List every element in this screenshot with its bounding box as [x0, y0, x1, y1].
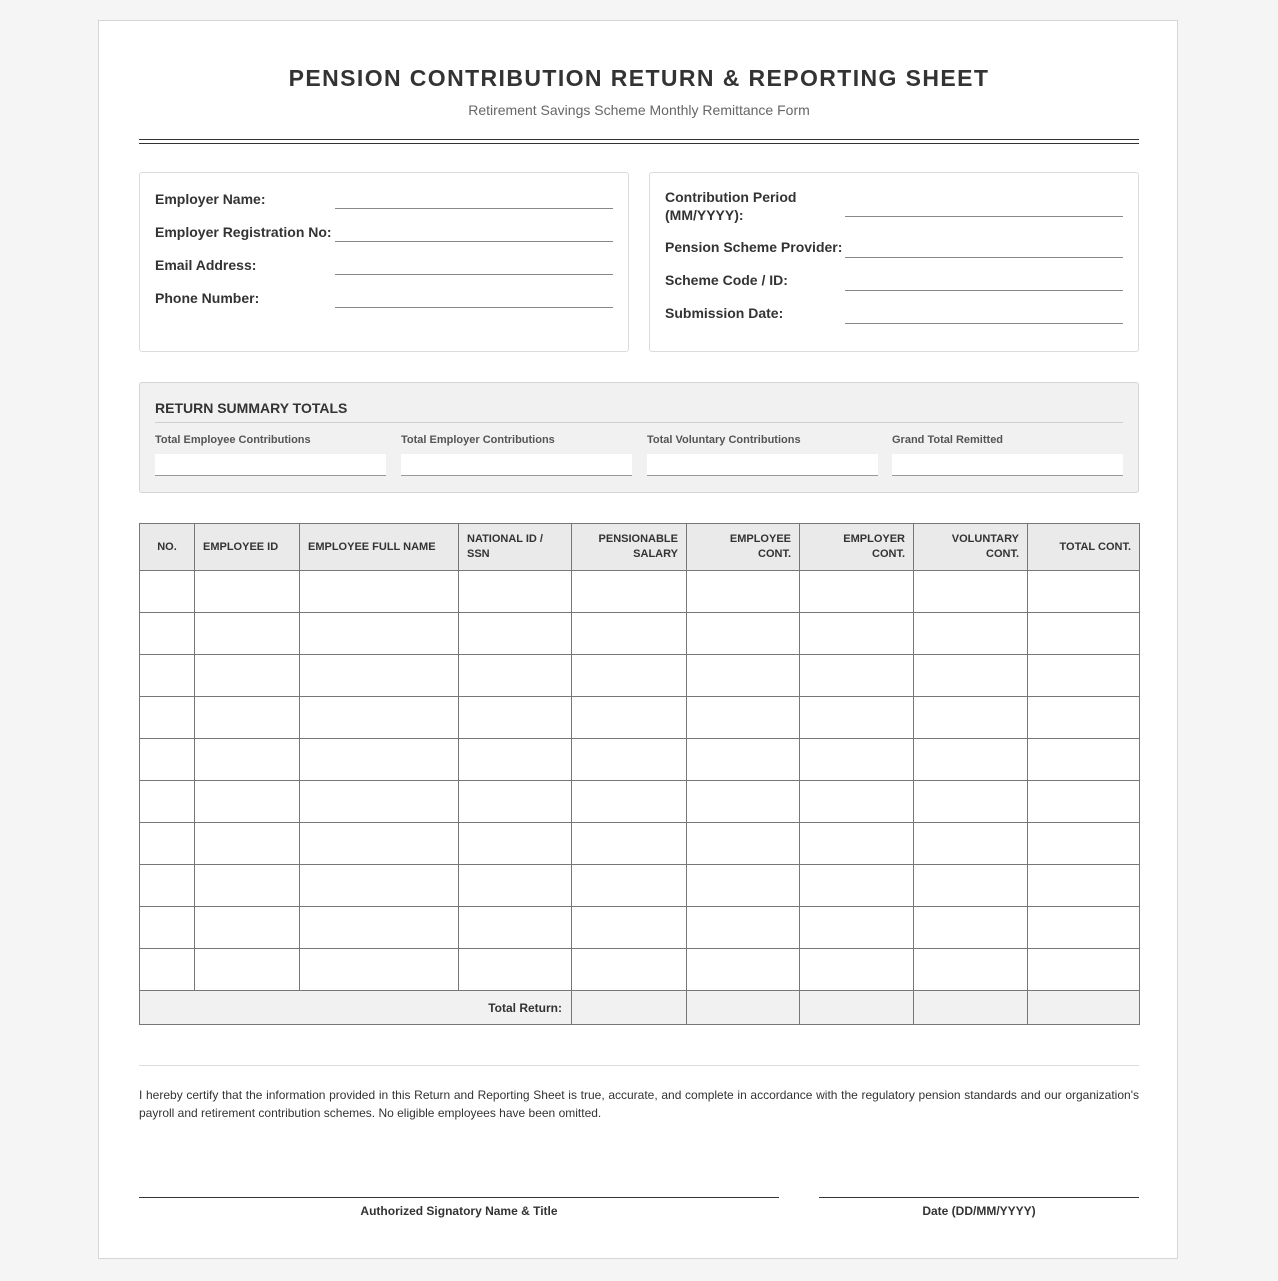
cell-employee-cont[interactable]: [687, 697, 800, 739]
col-header-employer-cont: EMPLOYER CONT.: [800, 524, 914, 571]
signature-date-label: Date (DD/MM/YYYY): [922, 1204, 1036, 1218]
col-header-voluntary-cont: VOLUNTARY CONT.: [914, 524, 1028, 571]
cell-no[interactable]: [140, 823, 195, 865]
summary-label-employer: Total Employer Contributions: [401, 434, 555, 446]
cell-pensionable-salary[interactable]: [572, 571, 687, 613]
phone-label: Phone Number:: [155, 290, 260, 306]
employer-info-box: [139, 172, 629, 352]
cell-employee-id[interactable]: [195, 571, 300, 613]
cell-pensionable-salary[interactable]: [572, 739, 687, 781]
total-cell-employer-cont[interactable]: [800, 991, 914, 1025]
employer-registration-label: Employer Registration No:: [155, 224, 332, 240]
cell-total-cont[interactable]: [1028, 655, 1140, 697]
cell-full-name[interactable]: [300, 865, 459, 907]
cell-pensionable-salary[interactable]: [572, 907, 687, 949]
cell-pensionable-salary[interactable]: [572, 697, 687, 739]
certification-statement: I hereby certify that the information provided in this Return and Reporting Sheet is true, accurate, and complete in accordance with the regulatory pension standards and our organization's payroll and retirement contribution schemes. No eligible employees have been omitted.: [139, 1088, 1139, 1120]
page-subtitle: Retirement Savings Scheme Monthly Remittance Form: [468, 102, 810, 118]
scheme-code-label: Scheme Code / ID:: [665, 272, 788, 288]
cell-national-id[interactable]: [459, 949, 572, 991]
cell-national-id[interactable]: [459, 613, 572, 655]
col-header-national-id: NATIONAL ID / SSN: [459, 524, 572, 571]
table-row: [140, 697, 1140, 739]
cell-no[interactable]: [140, 613, 195, 655]
cell-full-name[interactable]: [300, 781, 459, 823]
summary-item-grand-total: [892, 434, 1123, 476]
contribution-period-label: [665, 188, 845, 224]
cell-employee-cont[interactable]: [687, 655, 800, 697]
summary-title: RETURN SUMMARY TOTALS: [155, 400, 348, 416]
summary-input-employer[interactable]: [401, 454, 632, 476]
cell-voluntary-cont[interactable]: [914, 655, 1028, 697]
cell-national-id[interactable]: [459, 739, 572, 781]
cell-total-cont[interactable]: [1028, 613, 1140, 655]
scheme-provider-label: Pension Scheme Provider:: [665, 239, 843, 255]
table-row: [140, 823, 1140, 865]
cell-pensionable-salary[interactable]: [572, 865, 687, 907]
cell-employee-cont[interactable]: [687, 781, 800, 823]
employer-name-label: Employer Name:: [155, 191, 266, 207]
cell-total-cont[interactable]: [1028, 739, 1140, 781]
cell-employee-id[interactable]: [195, 865, 300, 907]
scheme-info-box: [649, 172, 1139, 352]
email-input[interactable]: [335, 274, 613, 275]
signature-date-block: [819, 1197, 1139, 1218]
cell-no[interactable]: [140, 697, 195, 739]
cell-total-cont[interactable]: [1028, 571, 1140, 613]
summary-item-voluntary: [647, 434, 878, 476]
cell-employee-cont[interactable]: [687, 613, 800, 655]
table-row: [140, 907, 1140, 949]
cell-pensionable-salary[interactable]: [572, 823, 687, 865]
signatory-label: Authorized Signatory Name & Title: [360, 1204, 558, 1218]
cell-national-id[interactable]: [459, 571, 572, 613]
cell-no[interactable]: [140, 949, 195, 991]
table-row: [140, 781, 1140, 823]
cell-employee-id[interactable]: [195, 613, 300, 655]
employer-registration-input[interactable]: [335, 241, 613, 242]
summary-input-employee[interactable]: [155, 454, 386, 476]
cell-total-cont[interactable]: [1028, 865, 1140, 907]
form-sheet: [98, 20, 1178, 1259]
cell-full-name[interactable]: [300, 571, 459, 613]
cell-no[interactable]: [140, 655, 195, 697]
cell-employee-cont[interactable]: [687, 865, 800, 907]
cell-no[interactable]: [140, 865, 195, 907]
submission-date-label: Submission Date:: [665, 305, 784, 321]
summary-item-employee: [155, 434, 386, 476]
col-header-full-name: EMPLOYEE FULL NAME: [300, 524, 459, 571]
contribution-period-label-line1: Contribution Period: [665, 189, 797, 205]
signature-date-line[interactable]: [819, 1197, 1139, 1198]
cell-voluntary-cont[interactable]: [914, 865, 1028, 907]
col-header-no: NO.: [140, 524, 195, 571]
scheme-code-input[interactable]: [845, 290, 1123, 291]
table-row: [140, 949, 1140, 991]
col-header-total-cont: TOTAL CONT.: [1028, 524, 1140, 571]
summary-input-grand-total[interactable]: [892, 454, 1123, 476]
signatory-block: [139, 1197, 779, 1218]
summary-label-voluntary: Total Voluntary Contributions: [647, 434, 801, 446]
cell-no[interactable]: [140, 781, 195, 823]
summary-label-employee: Total Employee Contributions: [155, 434, 311, 446]
employer-name-input[interactable]: [335, 208, 613, 209]
cell-employee-id[interactable]: [195, 697, 300, 739]
total-cell-employee-cont[interactable]: [687, 991, 800, 1025]
cell-voluntary-cont[interactable]: [914, 613, 1028, 655]
cell-employer-cont[interactable]: [800, 781, 914, 823]
table-row: [140, 739, 1140, 781]
summary-item-employer: [401, 434, 632, 476]
table-total-row: [140, 991, 1140, 1025]
cell-full-name[interactable]: [300, 655, 459, 697]
cell-voluntary-cont[interactable]: [914, 949, 1028, 991]
cell-total-cont[interactable]: [1028, 781, 1140, 823]
scheme-provider-input[interactable]: [845, 257, 1123, 258]
table-row: [140, 571, 1140, 613]
cell-voluntary-cont[interactable]: [914, 697, 1028, 739]
cell-pensionable-salary[interactable]: [572, 655, 687, 697]
certification-divider: [139, 1065, 1139, 1066]
cell-total-cont[interactable]: [1028, 907, 1140, 949]
cell-employee-id[interactable]: [195, 739, 300, 781]
contribution-period-input[interactable]: [845, 216, 1123, 217]
total-cell-total-cont[interactable]: [1028, 991, 1140, 1025]
cell-total-cont[interactable]: [1028, 949, 1140, 991]
cell-no[interactable]: [140, 907, 195, 949]
cell-national-id[interactable]: [459, 697, 572, 739]
table-row: [140, 613, 1140, 655]
cell-pensionable-salary[interactable]: [572, 949, 687, 991]
col-header-pensionable-salary: PENSIONABLE SALARY: [572, 524, 687, 571]
total-cell-pensionable-salary[interactable]: [572, 991, 687, 1025]
cell-employer-cont[interactable]: [800, 823, 914, 865]
cell-employer-cont[interactable]: [800, 907, 914, 949]
summary-label-grand-total: Grand Total Remitted: [892, 434, 1004, 446]
cell-full-name[interactable]: [300, 823, 459, 865]
signatory-line[interactable]: [139, 1197, 779, 1198]
email-label: Email Address:: [155, 257, 257, 273]
cell-employee-id[interactable]: [195, 823, 300, 865]
page-title: PENSION CONTRIBUTION RETURN & REPORTING SHEET: [288, 65, 990, 91]
cell-voluntary-cont[interactable]: [914, 781, 1028, 823]
total-cell-voluntary-cont[interactable]: [914, 991, 1028, 1025]
contribution-table: [139, 523, 1140, 1025]
submission-date-input[interactable]: [845, 323, 1123, 324]
cell-employee-id[interactable]: [195, 781, 300, 823]
cell-national-id[interactable]: [459, 907, 572, 949]
cell-voluntary-cont[interactable]: [914, 823, 1028, 865]
cell-employee-cont[interactable]: [687, 571, 800, 613]
cell-voluntary-cont[interactable]: [914, 571, 1028, 613]
cell-employer-cont[interactable]: [800, 949, 914, 991]
cell-national-id[interactable]: [459, 655, 572, 697]
cell-no[interactable]: [140, 739, 195, 781]
cell-no[interactable]: [140, 571, 195, 613]
cell-employee-id[interactable]: [195, 949, 300, 991]
cell-employee-cont[interactable]: [687, 823, 800, 865]
cell-employee-cont[interactable]: [687, 739, 800, 781]
cell-national-id[interactable]: [459, 823, 572, 865]
cell-employer-cont[interactable]: [800, 571, 914, 613]
cell-full-name[interactable]: [300, 739, 459, 781]
cell-employer-cont[interactable]: [800, 865, 914, 907]
table-header-row: [140, 524, 1140, 571]
cell-employee-id[interactable]: [195, 655, 300, 697]
cell-national-id[interactable]: [459, 781, 572, 823]
table-row: [140, 655, 1140, 697]
cell-voluntary-cont[interactable]: [914, 907, 1028, 949]
cell-pensionable-salary[interactable]: [572, 613, 687, 655]
total-return-label: Total Return:: [140, 991, 572, 1025]
cell-full-name[interactable]: [300, 949, 459, 991]
cell-employer-cont[interactable]: [800, 739, 914, 781]
summary-input-voluntary[interactable]: [647, 454, 878, 476]
summary-divider: [155, 422, 1123, 423]
table-body: [140, 571, 1140, 991]
cell-employee-id[interactable]: [195, 907, 300, 949]
col-header-employee-cont: EMPLOYEE CONT.: [687, 524, 800, 571]
contribution-period-label-line2: (MM/YYYY):: [665, 207, 744, 223]
cell-national-id[interactable]: [459, 865, 572, 907]
cell-full-name[interactable]: [300, 907, 459, 949]
cell-full-name[interactable]: [300, 697, 459, 739]
cell-employee-cont[interactable]: [687, 949, 800, 991]
return-summary-panel: [139, 382, 1139, 493]
cell-employer-cont[interactable]: [800, 613, 914, 655]
cell-pensionable-salary[interactable]: [572, 781, 687, 823]
cell-total-cont[interactable]: [1028, 823, 1140, 865]
cell-voluntary-cont[interactable]: [914, 739, 1028, 781]
phone-input[interactable]: [335, 307, 613, 308]
cell-employee-cont[interactable]: [687, 907, 800, 949]
cell-employer-cont[interactable]: [800, 655, 914, 697]
col-header-employee-id: EMPLOYEE ID: [195, 524, 300, 571]
cell-total-cont[interactable]: [1028, 697, 1140, 739]
table-row: [140, 865, 1140, 907]
cell-employer-cont[interactable]: [800, 697, 914, 739]
cell-full-name[interactable]: [300, 613, 459, 655]
title-divider: [139, 139, 1139, 144]
